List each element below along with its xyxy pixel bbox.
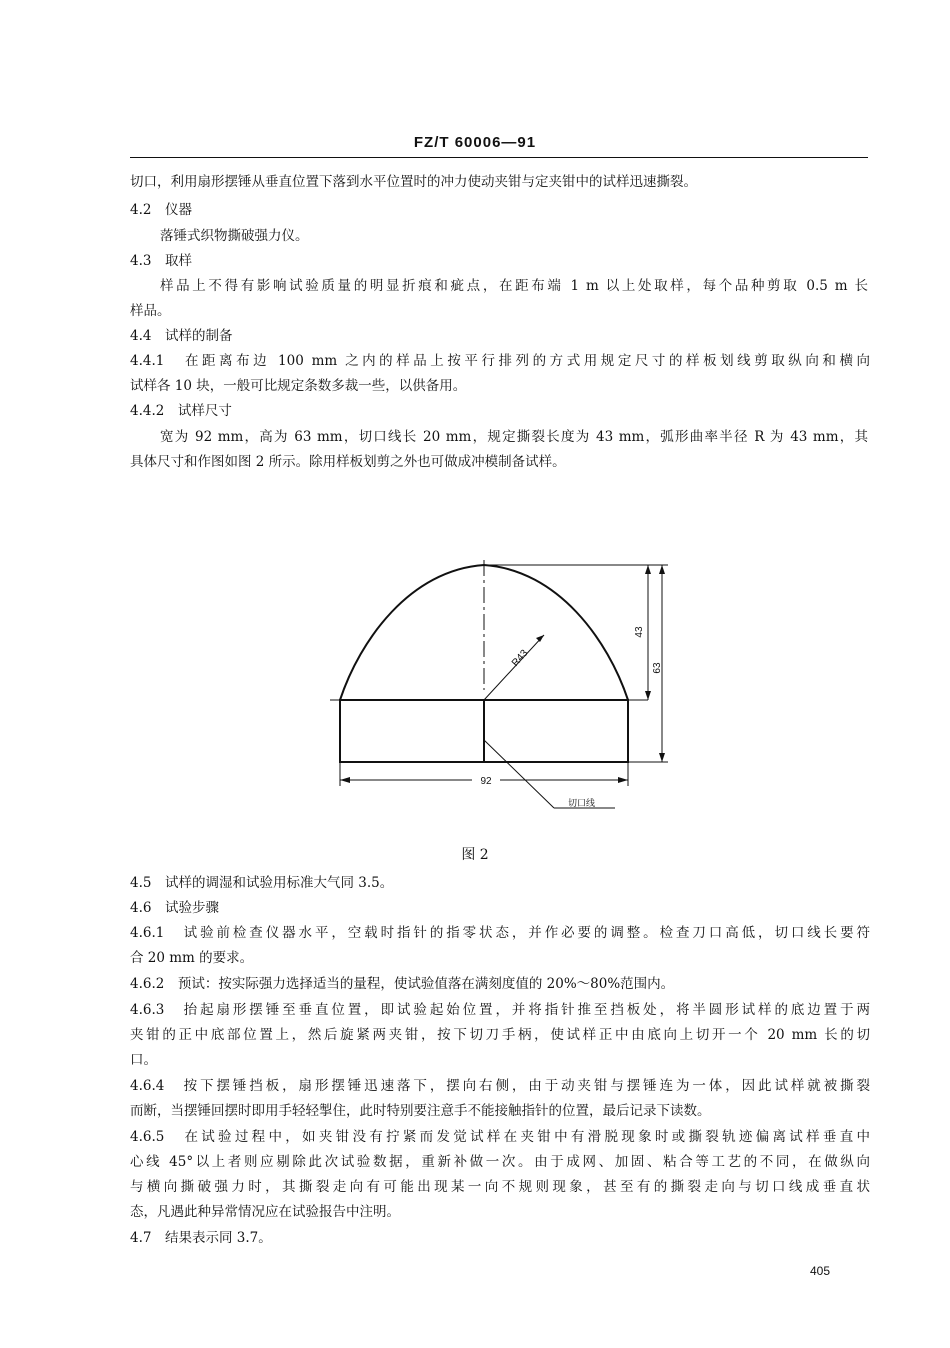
standard-number-header: FZ/T 60006—91 (413, 134, 537, 151)
cut-line-label: 切口线 (568, 798, 596, 808)
width-label: 92 (480, 776, 492, 787)
height-43-label: 43 (634, 626, 645, 638)
paragraph-4-6-4-line2: 而断，当摆锤回摆时即用手轻轻掣住，此时特别要注意手不能接触指针的位置，最后记录下读数。 (130, 1103, 711, 1119)
radius-label: R43 (509, 647, 531, 669)
paragraph-4-3-line2: 样品。 (130, 303, 171, 319)
heading-4-6: 4.6 试验步骤 (130, 900, 219, 916)
figure-caption: 图 2 (461, 847, 489, 863)
radius-arrowhead (536, 635, 544, 642)
heading-4-3: 4.3 取样 (130, 253, 192, 269)
width-arrow-left (340, 777, 350, 783)
heading-4-7: 4.7 结果表示同 3.7。 (130, 1230, 272, 1246)
heading-4-5: 4.5 试样的调湿和试验用标准大气同 3.5。 (130, 875, 394, 891)
height-63-label: 63 (652, 662, 663, 674)
paragraph-4-6-5-line4: 态，凡遇此种异常情况应在试验报告中注明。 (130, 1204, 400, 1220)
heading-4-4-2: 4.4.2 试样尺寸 (130, 403, 232, 419)
paragraph-continuation: 切口，利用扇形摆锤从垂直位置下落到水平位置时的冲力使动夹钳与定夹钳中的试样迅速撕裂。 (130, 174, 697, 190)
paragraph-4-4-2-line2: 具体尺寸和作图如图 2 所示。除用样板划剪之外也可做成冲模制备试样。 (130, 454, 566, 470)
radius-line (484, 635, 544, 700)
page-number: 405 (810, 1264, 831, 1278)
paragraph-4-2: 落锤式织物撕破强力仪。 (160, 228, 309, 244)
dim63-arrow-bottom (659, 753, 665, 762)
paragraph-4-6-3-line2: 夹钳的正中底部位置上，然后旋紧两夹钳，按下切刀手柄，使试样正中由底向上切开一个 20 mm 长的切 (130, 1027, 870, 1043)
paragraph-4-4-1-line2: 试样各 10 块，一般可比规定条数多裁一些，以供备用。 (130, 378, 467, 394)
paragraph-4-6-3-line3: 口。 (130, 1052, 157, 1068)
paragraph-4-6-5-line1: 4.6.5 在试验过程中，如夹钳没有拧紧而发觉试样在夹钳中有滑脱现象时或撕裂轨迹偏离试样垂直中 (130, 1129, 870, 1145)
paragraph-4-6-4-line1: 4.6.4 按下摆锤挡板，扇形摆锤迅速落下，摆向右侧，由于动夹钳与摆锤连为一体，因此试样就被撕裂 (130, 1078, 870, 1094)
heading-4-2: 4.2 仪器 (130, 202, 192, 218)
dim43-arrow-bottom (645, 691, 651, 700)
paragraph-4-6-3-line1: 4.6.3 抬起扇形摆锤至垂直位置，即试验起始位置，并将指针推至挡板处，将半圆形试样的底边置于两 (130, 1002, 870, 1018)
width-arrow-right (618, 777, 628, 783)
paragraph-4-6-5-line2: 心线 45°以上者则应剔除此次试验数据，重新补做一次。由于成网、加固、粘合等工艺的不同，在做纵向 (130, 1154, 870, 1170)
paragraph-4-6-1-line2: 合 20 mm 的要求。 (130, 950, 254, 966)
dim63-arrow-top (659, 565, 665, 574)
paragraph-4-6-1-line1: 4.6.1 试验前检查仪器水平，空载时指针的指零状态，并作必要的调整。检查刀口高低，切口线长要符 (130, 925, 870, 941)
header-rule (130, 157, 868, 158)
dim43-arrow-top (645, 565, 651, 574)
paragraph-4-3-line1: 样品上不得有影响试验质量的明显折痕和疵点，在距布端 1 m 以上处取样，每个品种剪取 0.5 m 长 (160, 278, 868, 294)
cut-line-leader (484, 740, 554, 808)
paragraph-4-4-1-line1: 4.4.1 在距离布边 100 mm 之内的样品上按平行排列的方式用规定尺寸的样板划线剪取纵向和横向 (130, 353, 870, 369)
paragraph-4-4-2-line1: 宽为 92 mm，高为 63 mm，切口线长 20 mm，规定撕裂长度为 43 mm，弧形曲率半径 R 为 43 mm，其 (160, 429, 868, 445)
paragraph-4-6-2: 4.6.2 预试：按实际强力选择适当的量程，使试验值落在满刻度值的 20%～80%范围内。 (130, 976, 675, 992)
paragraph-4-6-5-line3: 与横向撕破强力时，其撕裂走向有可能出现某一向不规则现象，甚至有的撕裂走向与切口线成垂直状 (130, 1179, 870, 1195)
heading-4-4: 4.4 试样的制备 (130, 328, 233, 344)
specimen-figure (300, 540, 700, 830)
